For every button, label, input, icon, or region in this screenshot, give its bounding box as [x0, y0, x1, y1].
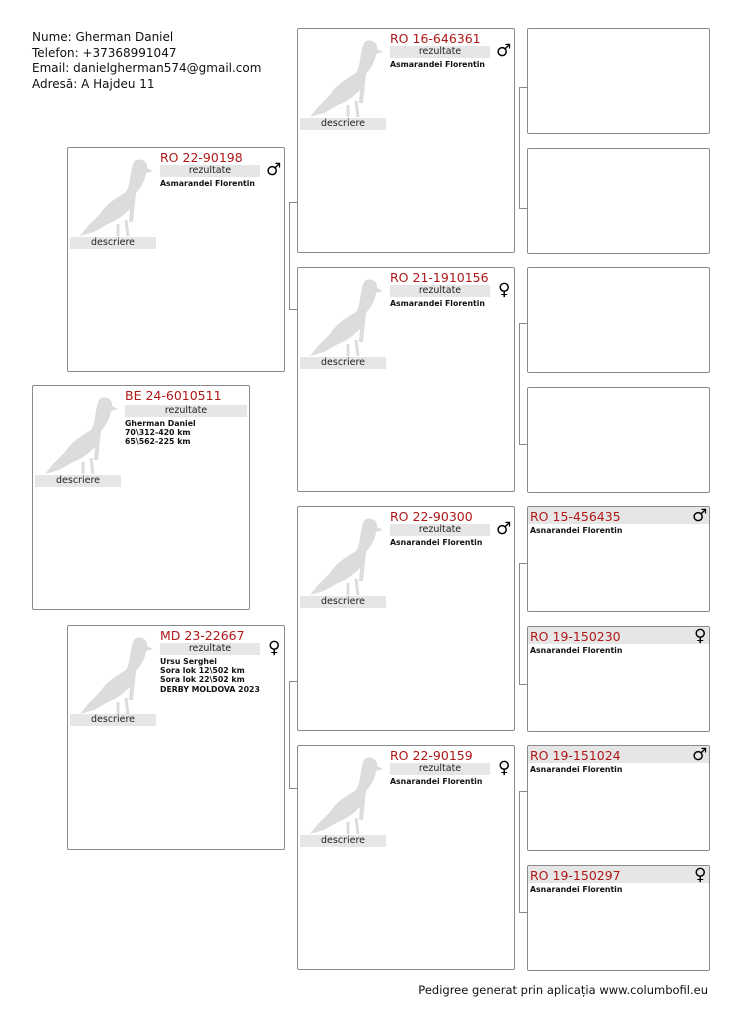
owner-phone: Telefon: +37368991047	[32, 45, 177, 60]
male-icon: ♂	[496, 41, 512, 61]
pigeon-info	[390, 538, 482, 547]
results-button[interactable]: rezultate	[160, 165, 260, 177]
footer-credit: Pedigree generat prin aplicația www.columbofil.eu	[418, 983, 708, 997]
results-button[interactable]: rezultate	[390, 285, 490, 297]
female-icon: ♀	[694, 626, 707, 646]
results-button[interactable]: rezultate	[390, 46, 490, 58]
description-button[interactable]: descriere	[300, 835, 386, 847]
info-line: 65\562-225 km	[125, 437, 191, 447]
info-line: 70\312-420 km	[125, 428, 191, 438]
pigeon-info: Asnarandei Florentin	[530, 646, 623, 655]
info-line: Sora lok 12\502 km	[160, 666, 245, 676]
pigeon-info	[390, 299, 485, 308]
pigeon-card-ggp4[interactable]	[527, 387, 710, 493]
pigeon-info	[160, 657, 260, 694]
connector-gp1	[519, 87, 527, 209]
pigeon-silhouette-icon	[308, 513, 388, 597]
info-line: Asmarandei Florentin	[160, 179, 255, 188]
pigeon-info	[390, 60, 485, 69]
pigeon-card-gp3[interactable]	[297, 506, 515, 731]
pigeon-info	[390, 777, 482, 786]
pigeon-info	[160, 179, 255, 188]
female-icon: ♀	[694, 865, 707, 885]
pigeon-silhouette-icon	[78, 632, 158, 716]
pigeon-info: Asnarandei Florentin	[530, 885, 623, 894]
connector-gp2	[519, 323, 527, 445]
pigeon-card-gp2[interactable]	[297, 267, 515, 492]
ring-number: MD 23-22667	[160, 628, 245, 643]
pigeon-card-subject[interactable]	[32, 385, 250, 610]
ring-number: RO 21-1910156	[390, 270, 489, 285]
info-line: Ursu Serghei	[160, 657, 217, 666]
results-button[interactable]: rezultate	[390, 524, 490, 536]
pigeon-card-ggp8[interactable]	[527, 865, 710, 971]
pigeon-card-dam[interactable]	[67, 625, 285, 850]
ring-number: RO 19-151024	[530, 748, 621, 763]
pigeon-silhouette-icon	[308, 35, 388, 119]
male-icon: ♂	[692, 745, 708, 765]
pigeon-card-ggp7[interactable]	[527, 745, 710, 851]
description-button[interactable]: descriere	[70, 714, 156, 726]
pigeon-info: Asnarandei Florentin	[530, 765, 623, 774]
results-button[interactable]: rezultate	[160, 643, 260, 655]
ring-number: RO 22-90198	[160, 150, 243, 165]
pigeon-info	[125, 419, 196, 447]
description-button[interactable]: descriere	[300, 357, 386, 369]
ring-number: RO 19-150230	[530, 629, 621, 644]
results-button[interactable]: rezultate	[125, 405, 247, 417]
info-line: DERBY MOLDOVA 2023	[160, 684, 260, 694]
ring-number: BE 24-6010511	[125, 388, 222, 403]
female-icon: ♀	[268, 638, 281, 658]
pigeon-silhouette-icon	[78, 154, 158, 238]
pigeon-card-sire[interactable]	[67, 147, 285, 372]
ring-number: RO 16-646361	[390, 31, 481, 46]
info-line: Asmarandei Florentin	[390, 60, 485, 69]
results-button[interactable]: rezultate	[390, 763, 490, 775]
info-line: Asnarandei Florentin	[390, 777, 483, 786]
pigeon-silhouette-icon	[308, 274, 388, 358]
female-icon: ♀	[498, 280, 511, 300]
description-button[interactable]: descriere	[35, 475, 121, 487]
male-icon: ♂	[496, 519, 512, 539]
info-line: Asmarandei Florentin	[390, 299, 485, 308]
connector-dam	[289, 681, 297, 789]
ring-number: RO 15-456435	[530, 509, 621, 524]
info-line: Sora lok 22\502 km	[160, 675, 245, 685]
owner-info	[32, 30, 261, 92]
connector-gp4	[519, 791, 527, 913]
info-line: Gherman Daniel	[125, 419, 196, 428]
male-icon: ♂	[692, 506, 708, 526]
male-icon: ♂	[266, 160, 282, 180]
pigeon-card-ggp6[interactable]	[527, 626, 710, 732]
pigeon-card-ggp1[interactable]	[527, 28, 710, 134]
ring-number: RO 19-150297	[530, 868, 621, 883]
pigeon-card-ggp3[interactable]	[527, 267, 710, 373]
ring-number: RO 22-90300	[390, 509, 473, 524]
pigeon-info: Asnarandei Florentin	[530, 526, 623, 535]
info-line: Asnarandei Florentin	[390, 538, 483, 547]
female-icon: ♀	[498, 758, 511, 778]
owner-name: Nume: Gherman Daniel	[32, 30, 174, 44]
pigeon-card-ggp2[interactable]	[527, 148, 710, 254]
pigeon-card-gp4[interactable]	[297, 745, 515, 970]
ring-number: RO 22-90159	[390, 748, 473, 763]
description-button[interactable]: descriere	[70, 237, 156, 249]
pigeon-card-gp1[interactable]	[297, 28, 515, 253]
connector-sire	[289, 202, 297, 310]
connector-gp3	[519, 563, 527, 685]
owner-email: Email: danielgherman574@gmail.com	[32, 61, 262, 75]
owner-address: Adresă: A Hajdeu 11	[32, 76, 155, 91]
pigeon-silhouette-icon	[43, 392, 123, 476]
pigeon-silhouette-icon	[308, 752, 388, 836]
pigeon-card-ggp5[interactable]	[527, 506, 710, 612]
description-button[interactable]: descriere	[300, 118, 386, 130]
description-button[interactable]: descriere	[300, 596, 386, 608]
